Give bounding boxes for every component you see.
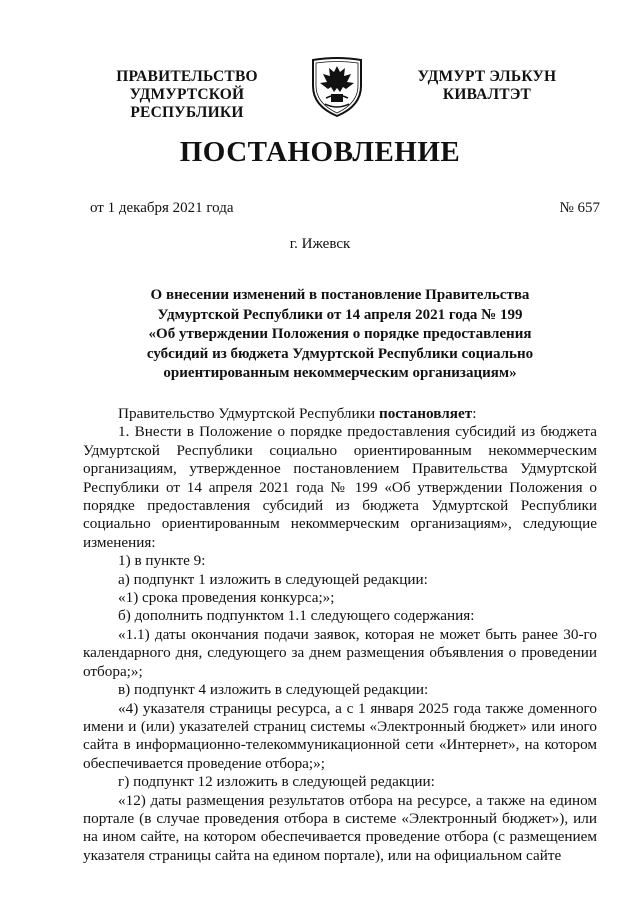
intro-verb: постановляет (378, 405, 473, 422)
body-paragraph-1: 1. Внести в Положение о порядке предоставления субсидий из бюджета Удмуртской Республики социально ориентированным некоммерческим организациям, утвержденное постановлением Правительства Удмуртской Республики от 14 апреля 2021 года № 199 «Об утверждении Положения о порядке предоставления субсидий из бюджета Удмуртской Республики социально ориентированным некоммерческим организациям», следующие изменения: (83, 423, 597, 551)
intro-text: Правительство Удмуртской Республики (118, 405, 379, 422)
subject-line-3: «Об утверждении Положения о порядке предоставления (148, 326, 532, 342)
document-date: от 1 декабря 2021 года (90, 200, 234, 216)
body-paragraph-5: б) дополнить подпунктом 1.1 следующего содержания: (118, 607, 475, 625)
document-body (83, 405, 597, 865)
coat-of-arms-icon (307, 56, 367, 118)
body-paragraph-9: г) подпункт 12 изложить в следующей редакции: (118, 773, 435, 791)
document-number: № 657 (559, 200, 600, 216)
body-paragraph-7: в) подпункт 4 изложить в следующей редакции: (118, 681, 429, 699)
issuer-line-1: ПРАВИТЕЛЬСТВО (116, 68, 258, 85)
body-paragraph-6: «1.1) даты окончания подачи заявок, которая не может быть ранее 30-го календарного дня, следующего за днем размещения объявления о проведении отбора;»; (83, 625, 597, 680)
subject-line-2: Удмуртской Республики от 14 апреля 2021 года № 199 (157, 306, 523, 323)
issuer-udmurt-line-1: УДМУРТ ЭЛЬКУН (417, 68, 557, 85)
issuer-name-russian (72, 68, 302, 122)
document-title: ПОСТАНОВЛЕНИЕ (179, 136, 461, 168)
issuer-name-udmurt (392, 68, 582, 104)
intro-colon: : (472, 405, 477, 422)
body-paragraph-3: а) подпункт 1 изложить в следующей редакции: (118, 570, 428, 588)
intro-paragraph (83, 405, 597, 423)
subject-line-1: О внесении изменений в постановление Правительства (150, 287, 530, 303)
body-paragraph-8: «4) указателя страницы ресурса, а с 1 января 2025 года также доменного имени и (или) указателей страниц системы «Электронный бюджет» или иного сайта в информационно-телекоммуникационной сети «Интернет», на котором обеспечивается проведение отбора;»; (83, 699, 597, 772)
issuer-line-2: УДМУРТСКОЙ РЕСПУБЛИКИ (129, 86, 245, 121)
subject-line-4: субсидий из бюджета Удмуртской Республики социально (146, 345, 534, 362)
body-paragraph-2: 1) в пункте 9: (118, 552, 206, 570)
subject-line-5: ориентированным некоммерческим организациям» (163, 365, 517, 381)
body-paragraph-10: «12) даты размещения результатов отбора на ресурсе, а также на едином портале (в случае проведения отбора в системе «Электронный бюджет»), или на ином сайте, на котором обеспечивается проведение отбора (с размещением указателя страницы сайта на едином портале), или на официальном сайте (83, 791, 597, 864)
document-city: г. Ижевск (289, 236, 351, 252)
body-paragraph-4: «1) срока проведения конкурса;»; (118, 589, 335, 607)
issuer-udmurt-line-2: КИВАЛТЭТ (442, 86, 532, 103)
document-subject (120, 286, 560, 384)
